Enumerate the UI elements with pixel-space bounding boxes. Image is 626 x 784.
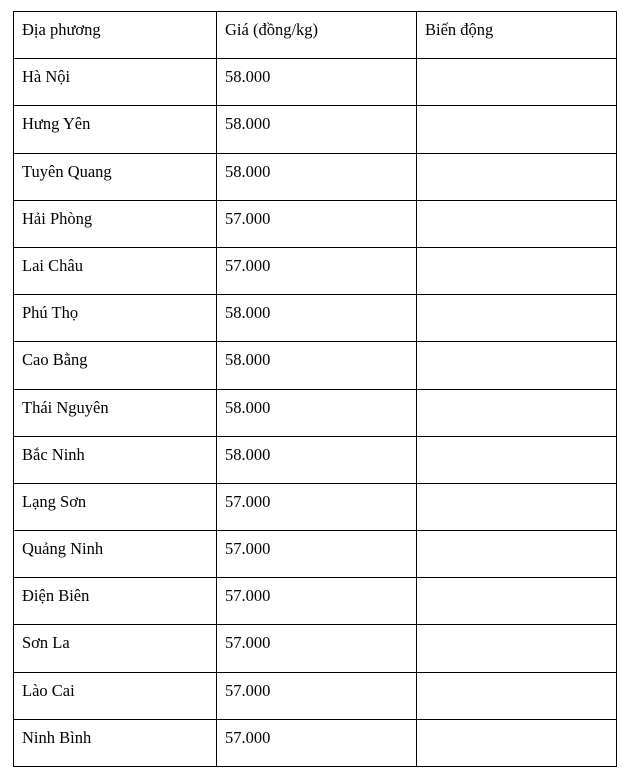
table-row xyxy=(14,531,617,578)
cell-change xyxy=(417,59,617,106)
cell-location: Lạng Sơn xyxy=(14,483,217,530)
table-row xyxy=(14,436,617,483)
cell-change xyxy=(417,625,617,672)
cell-price: 57.000 xyxy=(217,200,417,247)
cell-change xyxy=(417,153,617,200)
table-header-row xyxy=(14,12,617,59)
cell-price: 58.000 xyxy=(217,153,417,200)
table-row xyxy=(14,578,617,625)
table-row xyxy=(14,719,617,766)
cell-location: Hà Nội xyxy=(14,59,217,106)
table-row xyxy=(14,200,617,247)
table-row xyxy=(14,247,617,294)
cell-price: 57.000 xyxy=(217,578,417,625)
cell-change xyxy=(417,483,617,530)
table-row xyxy=(14,672,617,719)
table-row xyxy=(14,389,617,436)
header-location: Địa phương xyxy=(14,12,217,59)
cell-location: Sơn La xyxy=(14,625,217,672)
table-row xyxy=(14,153,617,200)
cell-change xyxy=(417,672,617,719)
cell-price: 57.000 xyxy=(217,531,417,578)
table-row xyxy=(14,483,617,530)
cell-location: Phú Thọ xyxy=(14,295,217,342)
table-row xyxy=(14,625,617,672)
cell-change xyxy=(417,578,617,625)
cell-price: 57.000 xyxy=(217,719,417,766)
cell-change xyxy=(417,436,617,483)
cell-change xyxy=(417,389,617,436)
cell-price: 58.000 xyxy=(217,436,417,483)
cell-price: 58.000 xyxy=(217,295,417,342)
cell-price: 58.000 xyxy=(217,59,417,106)
cell-location: Cao Bằng xyxy=(14,342,217,389)
cell-change xyxy=(417,719,617,766)
header-price: Giá (đồng/kg) xyxy=(217,12,417,59)
cell-change xyxy=(417,531,617,578)
table-row xyxy=(14,295,617,342)
cell-location: Hải Phòng xyxy=(14,200,217,247)
cell-price: 57.000 xyxy=(217,672,417,719)
cell-change xyxy=(417,295,617,342)
table-row xyxy=(14,59,617,106)
cell-location: Lai Châu xyxy=(14,247,217,294)
cell-location: Lào Cai xyxy=(14,672,217,719)
cell-price: 57.000 xyxy=(217,625,417,672)
cell-location: Thái Nguyên xyxy=(14,389,217,436)
cell-change xyxy=(417,247,617,294)
cell-price: 57.000 xyxy=(217,483,417,530)
cell-location: Điện Biên xyxy=(14,578,217,625)
cell-location: Ninh Bình xyxy=(14,719,217,766)
price-table xyxy=(13,11,617,767)
cell-price: 57.000 xyxy=(217,247,417,294)
cell-change xyxy=(417,200,617,247)
cell-location: Bắc Ninh xyxy=(14,436,217,483)
cell-location: Tuyên Quang xyxy=(14,153,217,200)
header-change: Biến động xyxy=(417,12,617,59)
cell-change xyxy=(417,106,617,153)
cell-price: 58.000 xyxy=(217,106,417,153)
cell-location: Hưng Yên xyxy=(14,106,217,153)
cell-price: 58.000 xyxy=(217,389,417,436)
table-row xyxy=(14,342,617,389)
cell-location: Quảng Ninh xyxy=(14,531,217,578)
table-row xyxy=(14,106,617,153)
cell-change xyxy=(417,342,617,389)
cell-price: 58.000 xyxy=(217,342,417,389)
